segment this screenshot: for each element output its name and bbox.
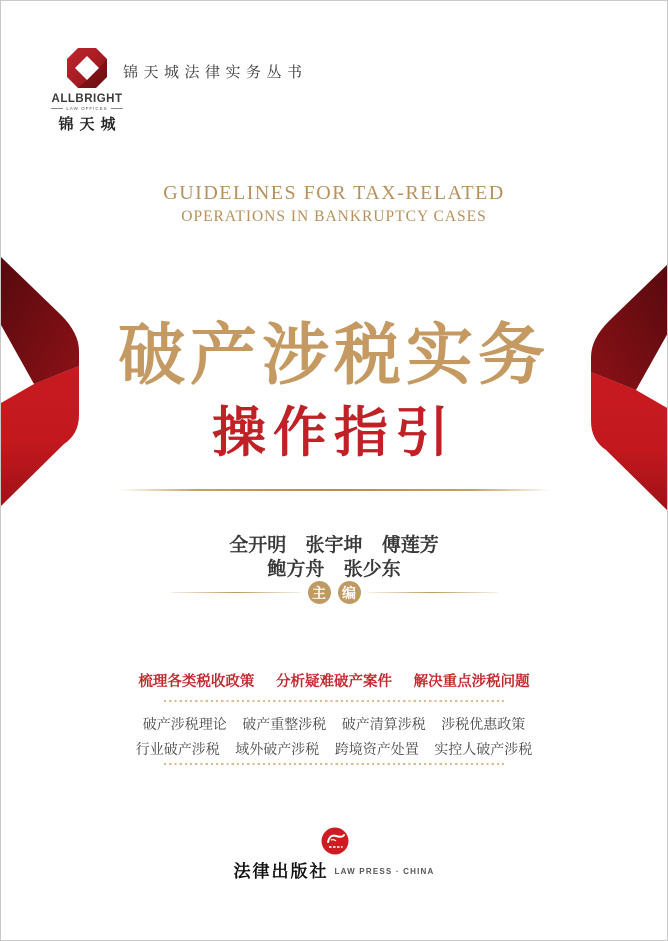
logo-rule-right	[111, 108, 123, 109]
allbright-octagon-icon	[66, 47, 108, 89]
topic-item: 破产清算涉税	[341, 718, 426, 733]
topic-item: 域外破产涉税	[235, 743, 320, 758]
logo-rule-left	[51, 108, 63, 109]
chief-editor-badge-1: 主	[308, 581, 331, 604]
logo-chinese-name: 锦天城	[58, 117, 122, 133]
chief-editor-row	[1, 581, 667, 604]
slogan-item: 分析疑难破产案件	[276, 674, 392, 690]
allbright-logo	[45, 47, 129, 134]
topic-item: 行业破产涉税	[135, 743, 220, 758]
editor-name: 张少东	[343, 559, 401, 580]
topic-item: 跨境资产处置	[334, 743, 419, 758]
slogan-row	[1, 670, 667, 691]
logo-subtitle	[45, 106, 129, 111]
publisher-name-en: LAW PRESS · CHINA	[334, 867, 435, 876]
editor-name: 鲍方舟	[267, 559, 325, 580]
law-press-seal-icon	[321, 827, 349, 855]
editor-rule-right	[368, 592, 498, 593]
editor-name: 张宇坤	[305, 535, 363, 556]
dotted-rule-top	[164, 700, 506, 702]
sub-title: 操作指引	[212, 403, 456, 463]
slogan-item: 解决重点涉税问题	[413, 674, 530, 690]
topics-row-2	[1, 739, 667, 759]
series-title: 锦天城法律实务丛书	[123, 65, 308, 81]
logo-subtitle-text: LAW OFFICES	[66, 106, 108, 111]
editor-name: 傅莲芳	[381, 535, 439, 556]
editors-row-2	[1, 554, 667, 581]
gold-divider	[119, 489, 551, 491]
logo-wordmark: ALLBRIGHT	[51, 93, 123, 105]
topic-item: 破产涉税理论	[142, 718, 227, 733]
dotted-rule-bottom	[164, 763, 506, 765]
topic-item: 涉税优惠政策	[441, 718, 526, 733]
editor-rule-left	[171, 592, 301, 593]
topic-item: 破产重整涉税	[242, 718, 327, 733]
publisher-name-cn: 法律出版社	[233, 862, 329, 881]
chief-editor-badge-2: 编	[338, 581, 361, 604]
main-title: 破产涉税实务	[118, 319, 550, 393]
editors-row-1	[1, 530, 667, 557]
english-title-line2: OPERATIONS IN BANKRUPTCY CASES	[181, 208, 487, 225]
topic-item: 实控人破产涉税	[434, 743, 533, 758]
editor-name: 全开明	[229, 535, 287, 556]
english-title-line1: GUIDELINES FOR TAX-RELATED	[163, 182, 505, 204]
slogan-item: 梳理各类税收政策	[138, 674, 255, 690]
publisher-block	[1, 857, 667, 882]
topics-row-1	[1, 714, 667, 734]
